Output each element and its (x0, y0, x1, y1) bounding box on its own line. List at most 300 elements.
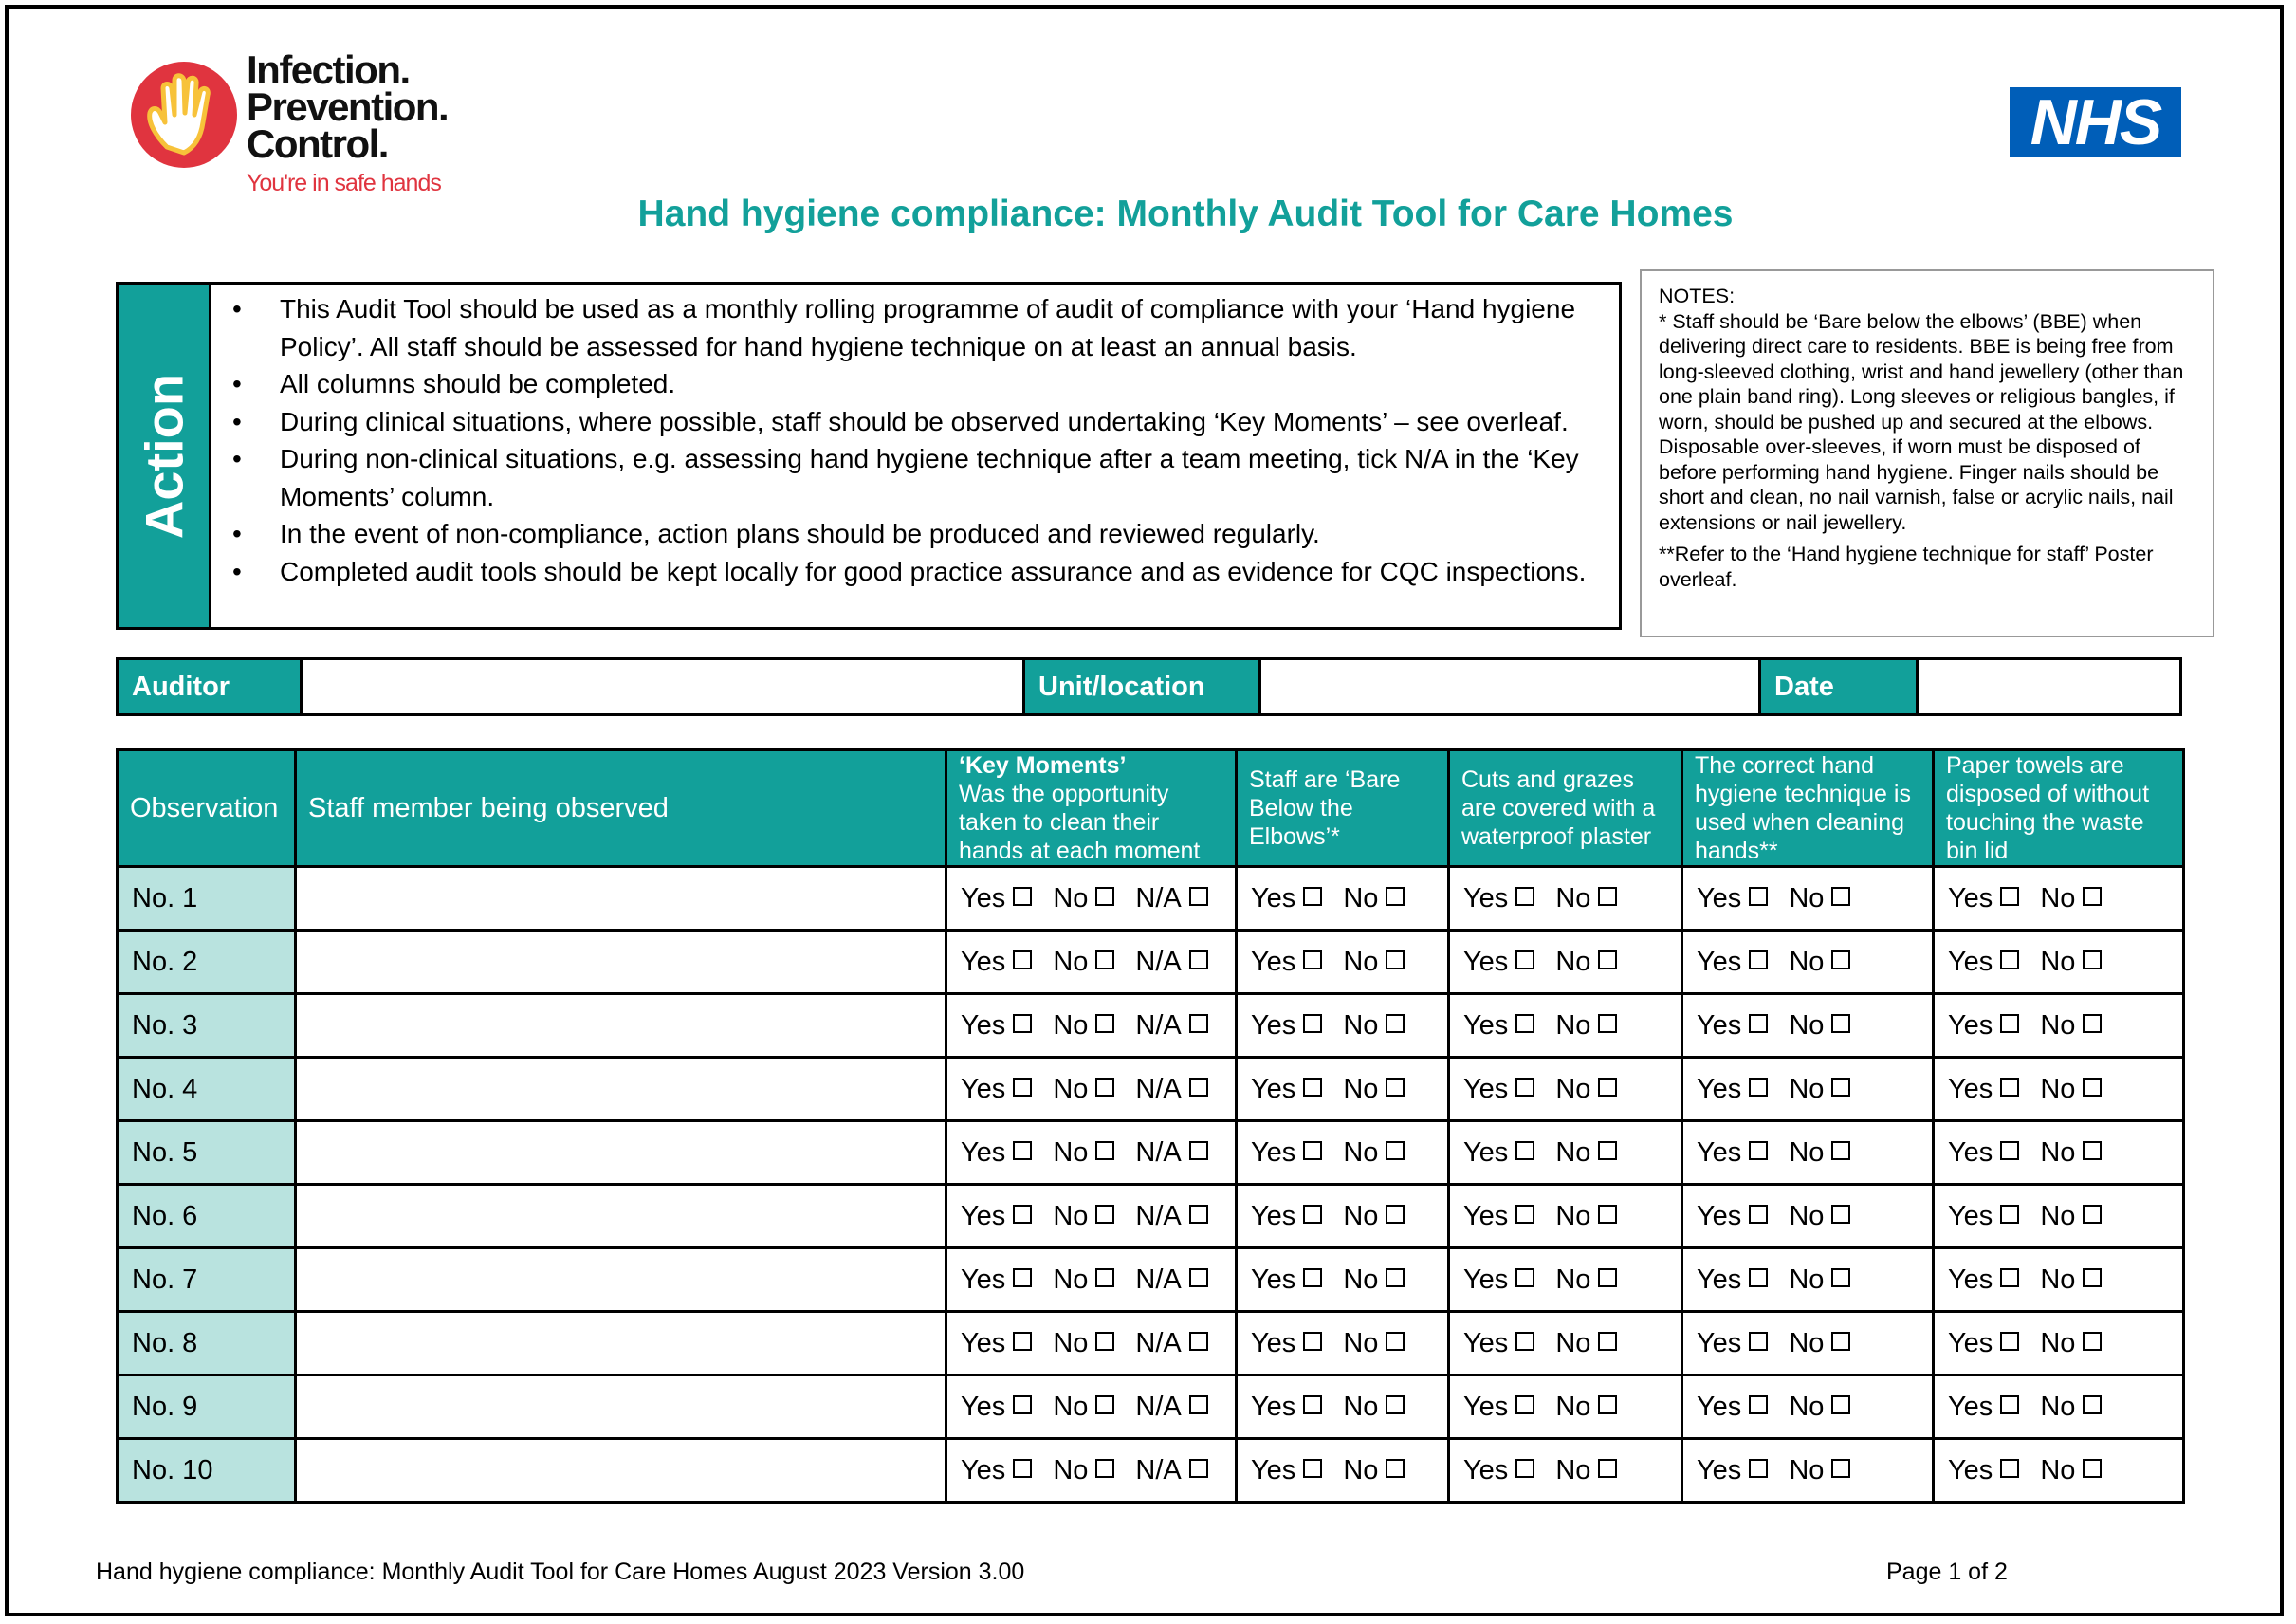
no-option[interactable] (1343, 1137, 1405, 1168)
yes-option[interactable] (1948, 1392, 2019, 1422)
yes-option[interactable] (1697, 947, 1768, 977)
staff-member-field[interactable] (296, 1375, 946, 1439)
checkbox-icon[interactable] (1515, 1332, 1534, 1351)
checkbox-icon[interactable] (1095, 1141, 1114, 1160)
checkbox-icon[interactable] (1831, 887, 1850, 906)
checkbox-icon[interactable] (1386, 1459, 1405, 1478)
no-option[interactable] (2040, 1201, 2102, 1231)
yes-label: Yes (961, 1073, 1006, 1104)
checkbox-icon[interactable] (1598, 1078, 1617, 1097)
checkbox-icon[interactable] (1598, 1014, 1617, 1033)
yes-option[interactable] (1697, 1201, 1768, 1231)
yes-option[interactable] (1251, 947, 1322, 977)
no-option[interactable] (2040, 1455, 2102, 1486)
no-option[interactable] (1789, 1137, 1850, 1168)
yes-label: Yes (961, 1454, 1006, 1486)
observation-number: No. 1 (118, 867, 296, 931)
no-option[interactable] (1789, 947, 1850, 977)
checkbox-icon[interactable] (1013, 950, 1032, 969)
no-option[interactable] (1555, 1392, 1617, 1422)
bbe-cell (1237, 994, 1449, 1058)
yes-label: Yes (1697, 1327, 1742, 1358)
no-option[interactable] (1555, 1074, 1617, 1104)
checkbox-icon[interactable] (1013, 1205, 1032, 1224)
checkbox-icon[interactable] (1598, 1395, 1617, 1414)
checkbox-icon[interactable] (1189, 887, 1208, 906)
checkbox-icon[interactable] (2083, 950, 2102, 969)
checkbox-icon[interactable] (2000, 887, 2019, 906)
checkbox-icon[interactable] (1386, 950, 1405, 969)
no-label: No (1053, 882, 1089, 914)
checkbox-icon[interactable] (1749, 1459, 1768, 1478)
checkbox-icon[interactable] (1749, 1205, 1768, 1224)
no-option[interactable] (1343, 1328, 1405, 1358)
yes-label: Yes (1251, 1391, 1296, 1422)
checkbox-icon[interactable] (1598, 1205, 1617, 1224)
no-option[interactable] (1789, 1074, 1850, 1104)
checkbox-icon[interactable] (2083, 1268, 2102, 1287)
na-option[interactable] (1135, 1455, 1207, 1486)
staff-member-field[interactable] (296, 1439, 946, 1503)
yes-option[interactable] (1251, 1010, 1322, 1041)
yes-option[interactable] (1463, 1137, 1534, 1168)
na-option[interactable] (1135, 1392, 1207, 1422)
no-option[interactable] (1053, 1264, 1114, 1295)
no-label: No (1555, 1264, 1591, 1295)
technique-cell (1682, 1185, 1934, 1248)
no-option[interactable] (2040, 1010, 2102, 1041)
checkbox-icon[interactable] (2000, 1141, 2019, 1160)
no-option[interactable] (1053, 1201, 1114, 1231)
checkbox-icon[interactable] (1831, 1332, 1850, 1351)
no-option[interactable] (1053, 1392, 1114, 1422)
checkbox-icon[interactable] (1095, 1459, 1114, 1478)
no-option[interactable] (1555, 883, 1617, 914)
checkbox-icon[interactable] (1515, 1459, 1534, 1478)
yes-option[interactable] (1251, 883, 1322, 914)
observation-number: No. 10 (118, 1439, 296, 1503)
towels-cell (1934, 1439, 2184, 1503)
yes-label: Yes (1463, 1073, 1509, 1104)
yes-label: Yes (1697, 1136, 1742, 1168)
cuts-cell (1449, 1185, 1682, 1248)
checkbox-icon[interactable] (1598, 950, 1617, 969)
no-label: No (1343, 1073, 1379, 1104)
yes-option[interactable] (1463, 1328, 1534, 1358)
checkbox-icon[interactable] (1189, 1141, 1208, 1160)
na-option[interactable] (1135, 947, 1207, 977)
no-option[interactable] (1053, 1455, 1114, 1486)
no-label: No (1053, 1073, 1089, 1104)
checkbox-icon[interactable] (1013, 1141, 1032, 1160)
checkbox-icon[interactable] (1386, 1205, 1405, 1224)
no-option[interactable] (1789, 1264, 1850, 1295)
checkbox-icon[interactable] (2000, 950, 2019, 969)
yes-option[interactable] (1948, 1010, 2019, 1041)
yes-option[interactable] (1251, 1137, 1322, 1168)
no-option[interactable] (2040, 1328, 2102, 1358)
yes-label: Yes (961, 1200, 1006, 1231)
no-label: No (1789, 1454, 1825, 1486)
yes-option[interactable] (1463, 1264, 1534, 1295)
no-option[interactable] (1555, 947, 1617, 977)
action-item: • Completed audit tools should be kept locally for good practice assurance and as evidence for CQC inspections. (229, 553, 1609, 591)
yes-label: Yes (1948, 1009, 1993, 1041)
yes-label: Yes (961, 1327, 1006, 1358)
towels-cell (1934, 1248, 2184, 1312)
table-header-row (118, 750, 2184, 867)
yes-label: Yes (1251, 882, 1296, 914)
no-option[interactable] (1555, 1264, 1617, 1295)
checkbox-icon[interactable] (1598, 1141, 1617, 1160)
yes-label: Yes (1948, 1454, 1993, 1486)
checkbox-icon[interactable] (1515, 950, 1534, 969)
checkbox-icon[interactable] (1831, 1078, 1850, 1097)
yes-option[interactable] (961, 1074, 1032, 1104)
no-option[interactable] (2040, 1137, 2102, 1168)
staff-member-field[interactable] (296, 1312, 946, 1375)
checkbox-icon[interactable] (1598, 887, 1617, 906)
checkbox-icon[interactable] (1095, 1205, 1114, 1224)
no-label: No (1555, 1073, 1591, 1104)
checkbox-icon[interactable] (1189, 1268, 1208, 1287)
no-label: No (1343, 1009, 1379, 1041)
checkbox-icon[interactable] (1515, 1205, 1534, 1224)
no-option[interactable] (1053, 1074, 1114, 1104)
auditor-field[interactable] (300, 660, 1025, 713)
yes-option[interactable] (961, 1392, 1032, 1422)
yes-option[interactable] (1948, 1328, 2019, 1358)
checkbox-icon[interactable] (1095, 950, 1114, 969)
yes-label: Yes (1463, 946, 1509, 977)
yes-option[interactable] (1251, 1264, 1322, 1295)
checkbox-icon[interactable] (1013, 1332, 1032, 1351)
bbe-cell (1237, 1121, 1449, 1185)
no-option[interactable] (1789, 1201, 1850, 1231)
cuts-header: Cuts and grazes are covered with a waterproof plaster (1449, 750, 1682, 867)
checkbox-icon[interactable] (2083, 1014, 2102, 1033)
checkbox-icon[interactable] (2083, 1205, 2102, 1224)
yes-option[interactable] (961, 1201, 1032, 1231)
yes-label: Yes (1697, 1454, 1742, 1486)
yes-option[interactable] (961, 1455, 1032, 1486)
staff-member-field[interactable] (296, 1248, 946, 1312)
no-option[interactable] (1555, 1201, 1617, 1231)
checkbox-icon[interactable] (1831, 1268, 1850, 1287)
no-option[interactable] (1053, 1328, 1114, 1358)
checkbox-icon[interactable] (1386, 1141, 1405, 1160)
checkbox-icon[interactable] (1749, 1078, 1768, 1097)
yes-label: Yes (1463, 1200, 1509, 1231)
no-option[interactable] (1789, 1455, 1850, 1486)
yes-option[interactable] (1948, 1137, 2019, 1168)
checkbox-icon[interactable] (1303, 950, 1322, 969)
checkbox-icon[interactable] (1189, 1014, 1208, 1033)
yes-label: Yes (961, 1009, 1006, 1041)
yes-option[interactable] (961, 947, 1032, 977)
checkbox-icon[interactable] (1749, 1268, 1768, 1287)
na-label: N/A (1135, 946, 1182, 977)
no-option[interactable] (1343, 1074, 1405, 1104)
checkbox-icon[interactable] (2083, 887, 2102, 906)
na-label: N/A (1135, 1200, 1182, 1231)
no-option[interactable] (2040, 1074, 2102, 1104)
checkbox-icon[interactable] (1303, 1205, 1322, 1224)
yes-option[interactable] (1697, 1074, 1768, 1104)
yes-option[interactable] (1251, 1328, 1322, 1358)
yes-option[interactable] (1697, 1264, 1768, 1295)
checkbox-icon[interactable] (1749, 887, 1768, 906)
checkbox-icon[interactable] (1189, 1395, 1208, 1414)
no-option[interactable] (2040, 883, 2102, 914)
observation-number: No. 7 (118, 1248, 296, 1312)
checkbox-icon[interactable] (1598, 1459, 1617, 1478)
checkbox-icon[interactable] (1013, 887, 1032, 906)
no-option[interactable] (1789, 1010, 1850, 1041)
checkbox-icon[interactable] (1013, 1459, 1032, 1478)
no-option[interactable] (1555, 1137, 1617, 1168)
checkbox-icon[interactable] (1749, 1395, 1768, 1414)
yes-option[interactable] (1251, 1201, 1322, 1231)
no-label: No (1343, 1264, 1379, 1295)
na-option[interactable] (1135, 1137, 1207, 1168)
staff-member-field[interactable] (296, 867, 946, 931)
checkbox-icon[interactable] (1013, 1014, 1032, 1033)
unit-location-field[interactable] (1258, 660, 1761, 713)
no-option[interactable] (1053, 1010, 1114, 1041)
checkbox-icon[interactable] (1013, 1268, 1032, 1287)
yes-option[interactable] (1948, 1074, 2019, 1104)
checkbox-icon[interactable] (1831, 1395, 1850, 1414)
yes-option[interactable] (1948, 947, 2019, 977)
na-option[interactable] (1135, 1074, 1207, 1104)
checkbox-icon[interactable] (1303, 1141, 1322, 1160)
unit-location-label: Unit/location (1025, 660, 1258, 713)
nhs-logo: NHS (2010, 87, 2181, 157)
no-option[interactable] (1555, 1010, 1617, 1041)
yes-label: Yes (1251, 1264, 1296, 1295)
checkbox-icon[interactable] (1515, 1141, 1534, 1160)
checkbox-icon[interactable] (1386, 1268, 1405, 1287)
checkbox-icon[interactable] (1386, 887, 1405, 906)
yes-option[interactable] (1697, 1392, 1768, 1422)
no-label: No (1789, 1009, 1825, 1041)
no-option[interactable] (1343, 1010, 1405, 1041)
na-option[interactable] (1135, 1328, 1207, 1358)
no-option[interactable] (1053, 947, 1114, 977)
checkbox-icon[interactable] (2083, 1141, 2102, 1160)
yes-option[interactable] (1948, 1201, 2019, 1231)
yes-option[interactable] (1948, 1264, 2019, 1295)
checkbox-icon[interactable] (1303, 1078, 1322, 1097)
yes-option[interactable] (1697, 883, 1768, 914)
no-label: No (1789, 1073, 1825, 1104)
no-option[interactable] (2040, 1392, 2102, 1422)
checkbox-icon[interactable] (2083, 1332, 2102, 1351)
checkbox-icon[interactable] (1515, 887, 1534, 906)
yes-label: Yes (1697, 1264, 1742, 1295)
checkbox-icon[interactable] (1598, 1268, 1617, 1287)
checkbox-icon[interactable] (2083, 1459, 2102, 1478)
yes-option[interactable] (961, 1328, 1032, 1358)
checkbox-icon[interactable] (1515, 1268, 1534, 1287)
no-option[interactable] (1789, 883, 1850, 914)
technique-header: The correct hand hygiene technique is used when cleaning hands** (1682, 750, 1934, 867)
checkbox-icon[interactable] (1598, 1332, 1617, 1351)
staff-member-field[interactable] (296, 994, 946, 1058)
checkbox-icon[interactable] (1749, 1141, 1768, 1160)
yes-label: Yes (1251, 1009, 1296, 1041)
checkbox-icon[interactable] (1749, 1332, 1768, 1351)
checkbox-icon[interactable] (1189, 1078, 1208, 1097)
no-label: No (2040, 946, 2076, 977)
checkbox-icon[interactable] (1831, 950, 1850, 969)
key-moments-cell (946, 867, 1237, 931)
table-row (118, 1439, 2184, 1503)
checkbox-icon[interactable] (1386, 1078, 1405, 1097)
staff-member-field[interactable] (296, 1185, 946, 1248)
yes-option[interactable] (1463, 1074, 1534, 1104)
checkbox-icon[interactable] (2000, 1014, 2019, 1033)
no-label: No (1555, 1454, 1591, 1486)
checkbox-icon[interactable] (1303, 1459, 1322, 1478)
key-moments-cell (946, 931, 1237, 994)
checkbox-icon[interactable] (1189, 1459, 1208, 1478)
yes-option[interactable] (961, 883, 1032, 914)
cuts-cell (1449, 1375, 1682, 1439)
checkbox-icon[interactable] (1303, 1332, 1322, 1351)
checkbox-icon[interactable] (2000, 1395, 2019, 1414)
no-option[interactable] (1555, 1328, 1617, 1358)
checkbox-icon[interactable] (1749, 1014, 1768, 1033)
no-option[interactable] (1343, 947, 1405, 977)
na-option[interactable] (1135, 1264, 1207, 1295)
checkbox-icon[interactable] (1831, 1459, 1850, 1478)
no-label: No (1053, 1264, 1089, 1295)
checkbox-icon[interactable] (1303, 887, 1322, 906)
yes-option[interactable] (961, 1010, 1032, 1041)
checkbox-icon[interactable] (1095, 1078, 1114, 1097)
checkbox-icon[interactable] (1189, 950, 1208, 969)
date-field[interactable] (1916, 660, 2179, 713)
checkbox-icon[interactable] (1515, 1014, 1534, 1033)
no-label: No (1053, 1391, 1089, 1422)
yes-option[interactable] (1697, 1010, 1768, 1041)
yes-option[interactable] (1463, 1455, 1534, 1486)
checkbox-icon[interactable] (1515, 1078, 1534, 1097)
no-option[interactable] (2040, 1264, 2102, 1295)
no-option[interactable] (1053, 1137, 1114, 1168)
checkbox-icon[interactable] (1303, 1268, 1322, 1287)
yes-label: Yes (1697, 882, 1742, 914)
bbe-cell (1237, 1248, 1449, 1312)
checkbox-icon[interactable] (1831, 1141, 1850, 1160)
checkbox-icon[interactable] (1386, 1395, 1405, 1414)
checkbox-icon[interactable] (1303, 1395, 1322, 1414)
checkbox-icon[interactable] (1095, 1014, 1114, 1033)
no-option[interactable] (1789, 1328, 1850, 1358)
yes-option[interactable] (1697, 1455, 1768, 1486)
yes-option[interactable] (961, 1264, 1032, 1295)
checkbox-icon[interactable] (1386, 1332, 1405, 1351)
checkbox-icon[interactable] (2000, 1332, 2019, 1351)
na-option[interactable] (1135, 1201, 1207, 1231)
yes-option[interactable] (1697, 1137, 1768, 1168)
na-option[interactable] (1135, 883, 1207, 914)
checkbox-icon[interactable] (1095, 1395, 1114, 1414)
yes-option[interactable] (1948, 883, 2019, 914)
checkbox-icon[interactable] (1831, 1014, 1850, 1033)
cuts-cell (1449, 1248, 1682, 1312)
na-option[interactable] (1135, 1010, 1207, 1041)
bbe-cell (1237, 931, 1449, 994)
yes-option[interactable] (1251, 1074, 1322, 1104)
checkbox-icon[interactable] (2000, 1205, 2019, 1224)
no-option[interactable] (1555, 1455, 1617, 1486)
technique-cell (1682, 1439, 1934, 1503)
checkbox-icon[interactable] (1189, 1205, 1208, 1224)
checkbox-icon[interactable] (1303, 1014, 1322, 1033)
no-option[interactable] (1343, 1264, 1405, 1295)
key-moments-header (946, 750, 1237, 867)
staff-member-field[interactable] (296, 931, 946, 994)
checkbox-icon[interactable] (2000, 1268, 2019, 1287)
checkbox-icon[interactable] (2000, 1459, 2019, 1478)
checkbox-icon[interactable] (2083, 1395, 2102, 1414)
checkbox-icon[interactable] (1013, 1395, 1032, 1414)
yes-option[interactable] (1463, 1392, 1534, 1422)
yes-option[interactable] (1697, 1328, 1768, 1358)
yes-option[interactable] (1463, 883, 1534, 914)
no-option[interactable] (1789, 1392, 1850, 1422)
observation-number: No. 6 (118, 1185, 296, 1248)
checkbox-icon[interactable] (2083, 1078, 2102, 1097)
checkbox-icon[interactable] (1095, 1332, 1114, 1351)
checkbox-icon[interactable] (1095, 1268, 1114, 1287)
no-option[interactable] (1053, 883, 1114, 914)
technique-cell (1682, 1248, 1934, 1312)
yes-option[interactable] (1463, 1201, 1534, 1231)
no-label: No (1789, 1264, 1825, 1295)
no-label: No (1053, 946, 1089, 977)
yes-label: Yes (961, 1391, 1006, 1422)
no-option[interactable] (1343, 1201, 1405, 1231)
staff-member-field[interactable] (296, 1058, 946, 1121)
no-label: No (1555, 946, 1591, 977)
yes-option[interactable] (1251, 1455, 1322, 1486)
table-row (118, 1312, 2184, 1375)
checkbox-icon[interactable] (1749, 950, 1768, 969)
checkbox-icon[interactable] (1386, 1014, 1405, 1033)
checkbox-icon[interactable] (1515, 1395, 1534, 1414)
no-option[interactable] (2040, 947, 2102, 977)
checkbox-icon[interactable] (2000, 1078, 2019, 1097)
no-option[interactable] (1343, 1392, 1405, 1422)
no-option[interactable] (1343, 883, 1405, 914)
no-option[interactable] (1343, 1455, 1405, 1486)
yes-option[interactable] (1948, 1455, 2019, 1486)
staff-member-field[interactable] (296, 1121, 946, 1185)
checkbox-icon[interactable] (1095, 887, 1114, 906)
checkbox-icon[interactable] (1831, 1205, 1850, 1224)
yes-option[interactable] (1463, 947, 1534, 977)
notes-reference: **Refer to the ‘Hand hygiene technique for staff’ Poster overleaf. (1659, 543, 2154, 591)
checkbox-icon[interactable] (1013, 1078, 1032, 1097)
yes-option[interactable] (1463, 1010, 1534, 1041)
checkbox-icon[interactable] (1189, 1332, 1208, 1351)
yes-option[interactable] (1251, 1392, 1322, 1422)
yes-option[interactable] (961, 1137, 1032, 1168)
